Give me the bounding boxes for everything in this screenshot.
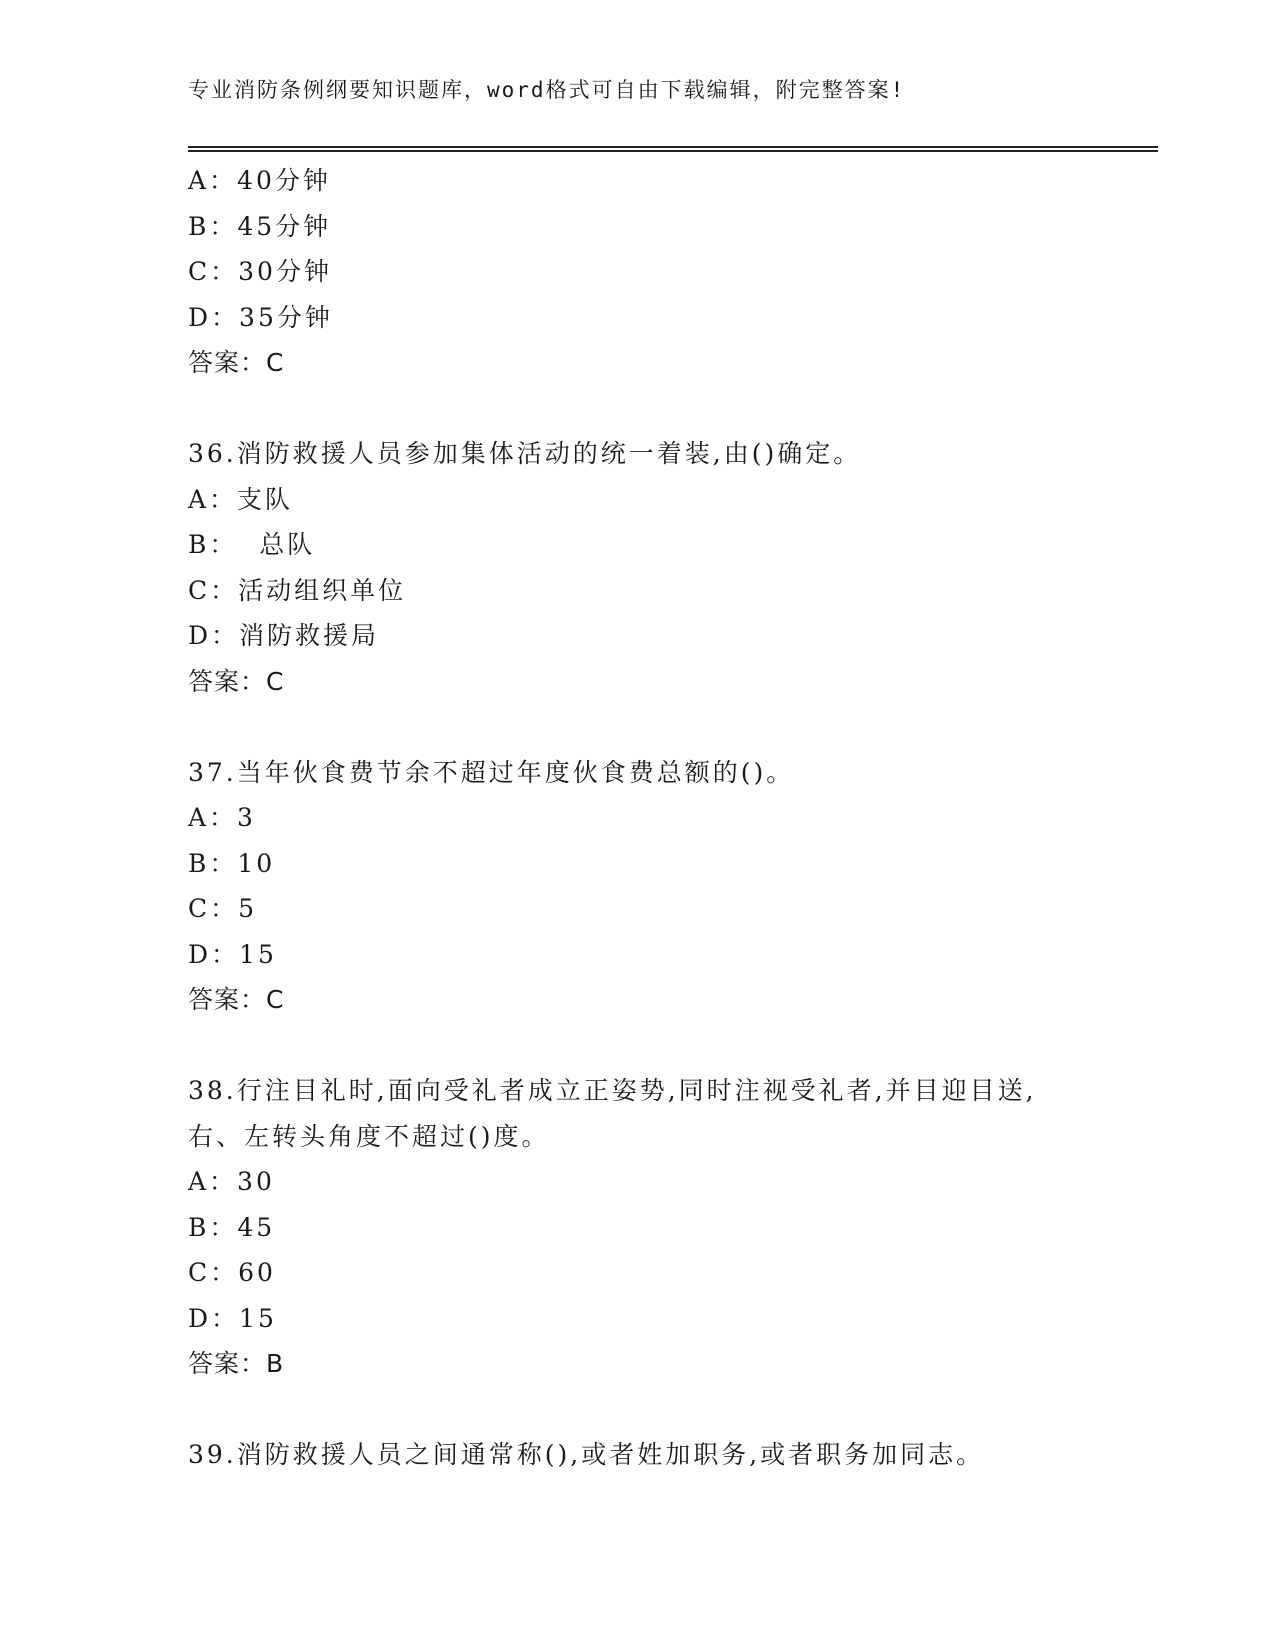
option-c: C：30分钟 [188,257,332,286]
answer-label: 答案：B [188,1349,285,1378]
page-header: 专业消防条例纲要知识题库，word格式可自由下载编辑，附完整答案! [188,78,906,102]
option-a: A：40分钟 [188,166,331,195]
question-text: 39.消防救援人员之间通常称(),或者姓加职务,或者职务加同志。 [188,1440,985,1469]
question-35-continuation [188,158,1148,386]
header-divider [188,146,1158,152]
question-text: 38.行注目礼时,面向受礼者成立正姿势,同时注视受礼者,并目迎目送, [188,1076,1037,1105]
question-text: 36.消防救援人员参加集体活动的统一着装,由()确定。 [188,439,862,468]
option-b: B：45分钟 [188,211,332,241]
question-text-continued: 右、左转头角度不超过()度。 [188,1121,550,1151]
option-d: D：15 [188,1303,277,1333]
question-text: 37.当年伙食费节余不超过年度伙食费总额的()。 [188,757,795,787]
option-b: B：45 [188,1212,276,1242]
answer-label: 答案：C [188,985,285,1014]
option-c: C：60 [188,1258,276,1287]
question-38 [188,1068,1148,1387]
option-d: D：15 [188,939,277,969]
option-d: D：消防救援局 [188,621,380,650]
question-37 [188,750,1148,1023]
option-b: B： 总队 [188,530,316,559]
option-b: B：10 [188,848,276,878]
answer-label: 答案：C [188,666,285,696]
option-d: D：35分钟 [188,302,333,332]
option-c: C：5 [188,894,258,923]
option-a: A：30 [188,1167,275,1196]
question-39 [188,1432,1148,1478]
option-a: A：3 [188,803,256,832]
question-content [188,158,1148,1478]
option-c: C：活动组织单位 [188,575,407,605]
answer-label: 答案：C [188,348,285,377]
question-36 [188,431,1148,704]
option-a: A：支队 [188,484,294,514]
